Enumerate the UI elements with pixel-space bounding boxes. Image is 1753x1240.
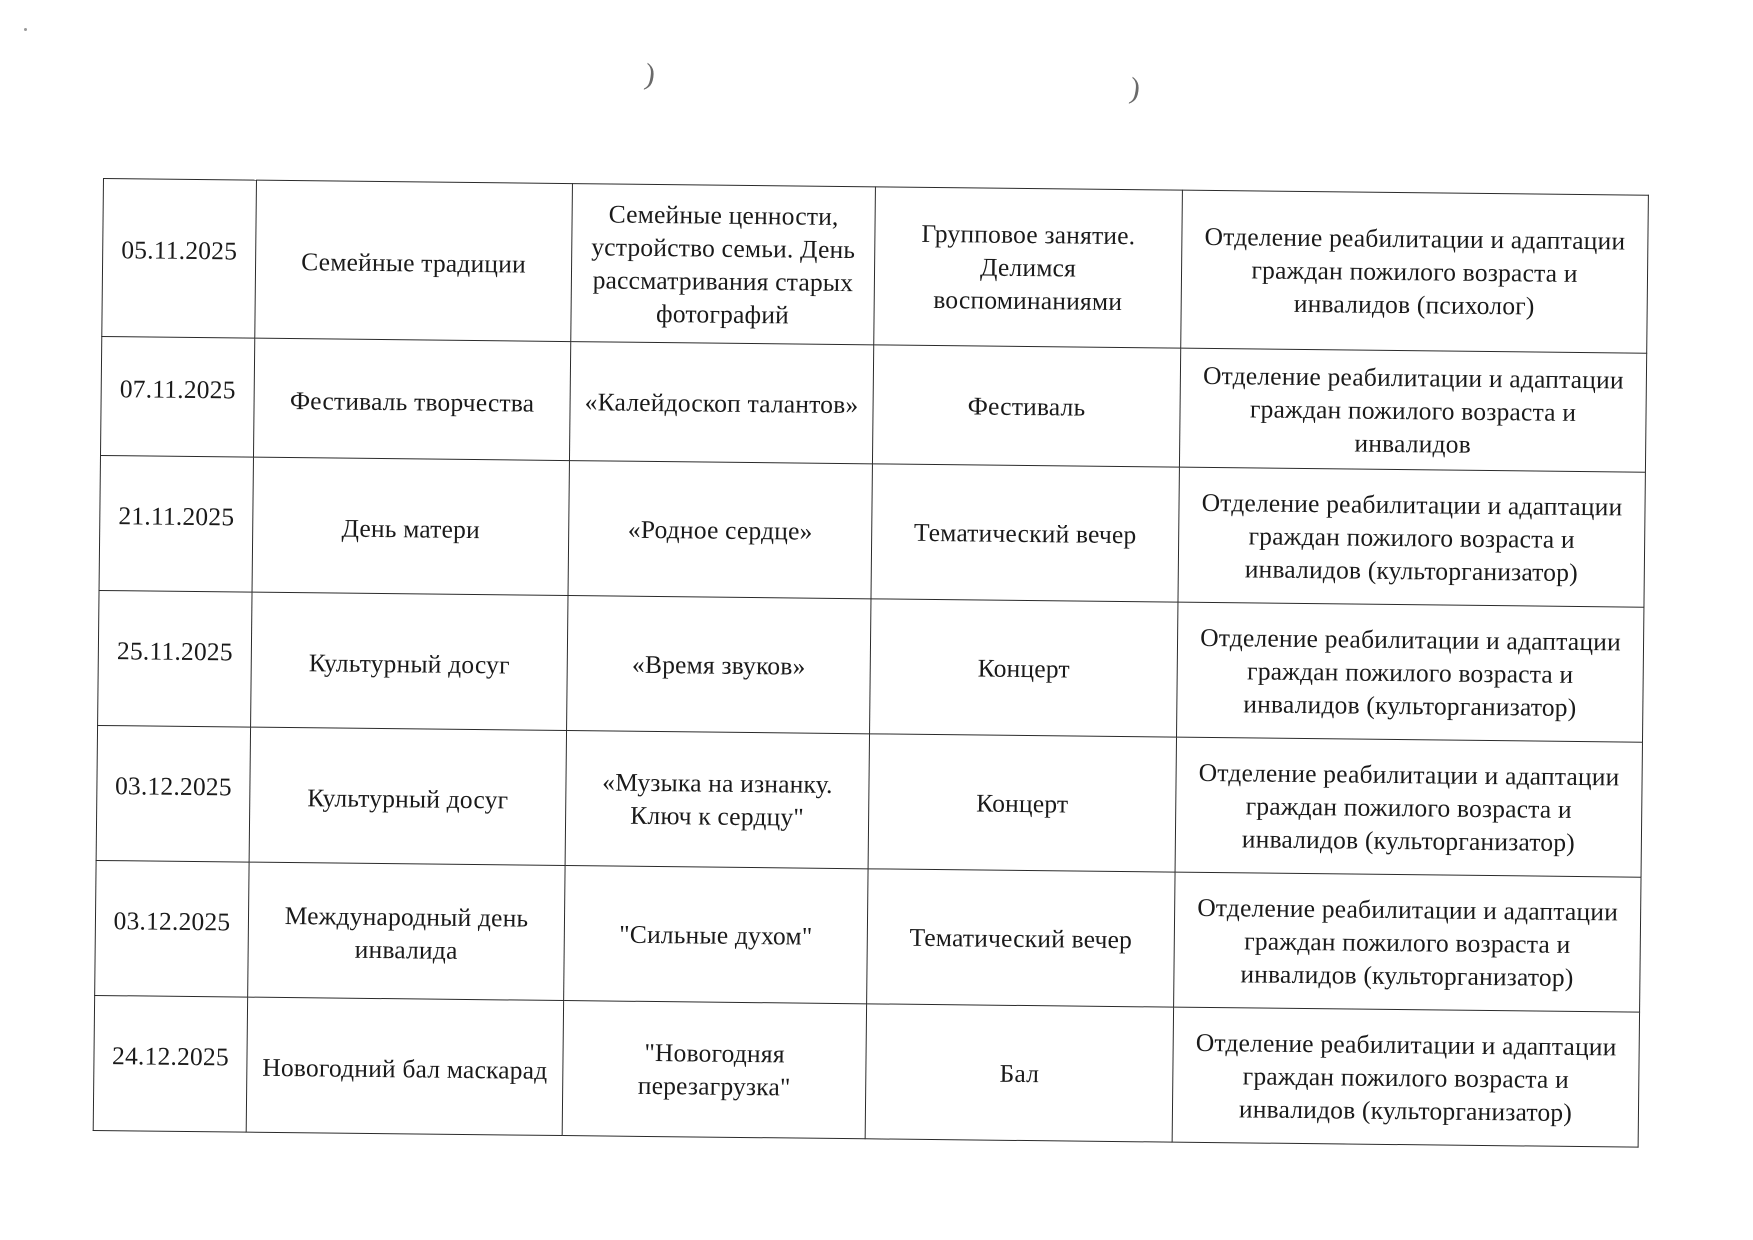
event-name: Фестиваль творчества	[253, 338, 570, 460]
table-row	[100, 336, 1646, 472]
event-form: Бал	[865, 1004, 1173, 1142]
table-row	[98, 590, 1644, 742]
scan-speck	[24, 28, 27, 31]
event-date: 21.11.2025	[99, 455, 253, 592]
punch-hole-mark: )	[1127, 71, 1143, 106]
responsible-department: Отделение реабилитации и адаптации граждан пожилого возраста и инвалидов (культорганизатор)	[1175, 737, 1642, 877]
event-form: Тематический вечер	[871, 464, 1179, 602]
event-title: «Калейдоскоп талантов»	[569, 342, 873, 464]
table-row	[96, 725, 1642, 877]
event-name: Новогодний бал маскарад	[246, 997, 563, 1135]
event-date: 07.11.2025	[100, 336, 254, 457]
event-name: Международный день инвалида	[248, 862, 565, 1000]
event-title: "Сильные духом"	[564, 866, 868, 1004]
event-form: Фестиваль	[872, 345, 1180, 467]
event-title: «Музыка на изнанку. Ключ к сердцу"	[565, 731, 869, 869]
event-form: Групповое занятие. Делимся воспоминаниями	[874, 187, 1183, 348]
event-date: 03.12.2025	[95, 860, 249, 997]
punch-hole-mark: )	[642, 57, 658, 92]
responsible-department: Отделение реабилитации и адаптации граждан пожилого возраста и инвалидов (культорганизатор)	[1172, 1007, 1639, 1147]
event-date: 03.12.2025	[96, 725, 250, 862]
responsible-department: Отделение реабилитации и адаптации граждан пожилого возраста и инвалидов (культорганизатор)	[1174, 872, 1641, 1012]
event-name: День матери	[252, 457, 569, 595]
responsible-department: Отделение реабилитации и адаптации граждан пожилого возраста и инвалидов (психолог)	[1181, 190, 1649, 353]
event-date: 05.11.2025	[102, 179, 257, 339]
event-date: 24.12.2025	[93, 995, 247, 1132]
table-row	[95, 860, 1641, 1012]
event-title: «Родное сердце»	[568, 461, 872, 599]
event-form: Тематический вечер	[867, 869, 1175, 1007]
event-title: Семейные ценности, устройство семьи. День рассматривания старых фотографий	[571, 184, 876, 345]
event-form: Концерт	[870, 599, 1178, 737]
table-row	[93, 995, 1639, 1147]
schedule-table-wrapper	[93, 178, 1648, 1148]
event-name: Семейные традиции	[255, 180, 573, 341]
responsible-department: Отделение реабилитации и адаптации граждан пожилого возраста и инвалидов	[1179, 348, 1646, 472]
table-row	[99, 455, 1645, 607]
event-title: «Время звуков»	[567, 596, 871, 734]
table-row	[102, 179, 1649, 354]
event-title: "Новогодняя перезагрузка"	[562, 1001, 866, 1139]
responsible-department: Отделение реабилитации и адаптации граждан пожилого возраста и инвалидов (культорганизатор)	[1177, 602, 1644, 742]
event-form: Концерт	[868, 734, 1176, 872]
event-name: Культурный досуг	[249, 727, 566, 865]
responsible-department: Отделение реабилитации и адаптации граждан пожилого возраста и инвалидов (культорганизатор)	[1178, 467, 1645, 607]
event-schedule-table	[93, 178, 1649, 1148]
event-date: 25.11.2025	[98, 590, 252, 727]
event-name: Культурный досуг	[251, 592, 568, 730]
